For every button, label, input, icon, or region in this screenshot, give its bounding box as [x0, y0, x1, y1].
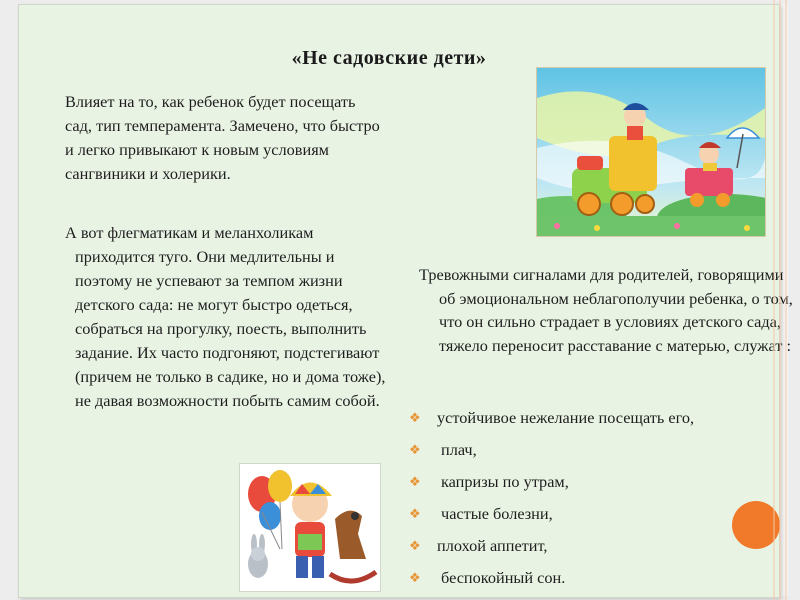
- bullet-icon: ❖: [409, 411, 421, 426]
- list-item: ❖ плач,: [409, 440, 477, 459]
- paragraph-phlegmatic: А вот флегматикам и меланхоликам приходится туго. Они медлительны и поэтому не успевают за темпом жизни детского сада: не могут быстро одеться, собраться на прогулку, поесть, выполнить задание. Их часто подгоняют, подстегивают (причем не только в садике, но и дома тоже), не давая возможности побыть самим собой.: [65, 223, 386, 410]
- toy-train-image: [536, 67, 766, 237]
- bullet-icon: ❖: [409, 571, 421, 586]
- signals-list: [409, 408, 694, 600]
- decorative-stripes: [770, 0, 800, 600]
- bullet-icon: ❖: [409, 507, 421, 522]
- bullet-icon: ❖: [409, 539, 421, 554]
- paragraph-temperament: Влияет на то, как ребенок будет посещать сад, тип темперамента. Замечено, что быстро и легко привыкают к новым условиям сангвиники и холерики.: [65, 92, 380, 183]
- slide-card: [18, 4, 793, 598]
- list-item: ❖ капризы по утрам,: [409, 472, 569, 491]
- list-item: ❖ частые болезни,: [409, 504, 553, 523]
- list-item: ❖ плохой аппетит,: [409, 536, 548, 555]
- list-item: ❖ беспокойный сон.: [409, 568, 566, 587]
- bullet-icon: ❖: [409, 475, 421, 490]
- slide-title: «Не садовские дети»: [291, 47, 487, 69]
- paragraph-signals-intro: Тревожными сигналами для родителей, говорящими об эмоциональном неблагополучии ребенка, о том, что он сильно страдает в условиях детского сада, тяжело переносит расставание с матерью, служат :: [419, 265, 793, 355]
- bullet-icon: ❖: [409, 443, 421, 458]
- boy-with-toys-image: [239, 463, 381, 592]
- list-item: ❖ устойчивое нежелание посещать его,: [409, 408, 695, 427]
